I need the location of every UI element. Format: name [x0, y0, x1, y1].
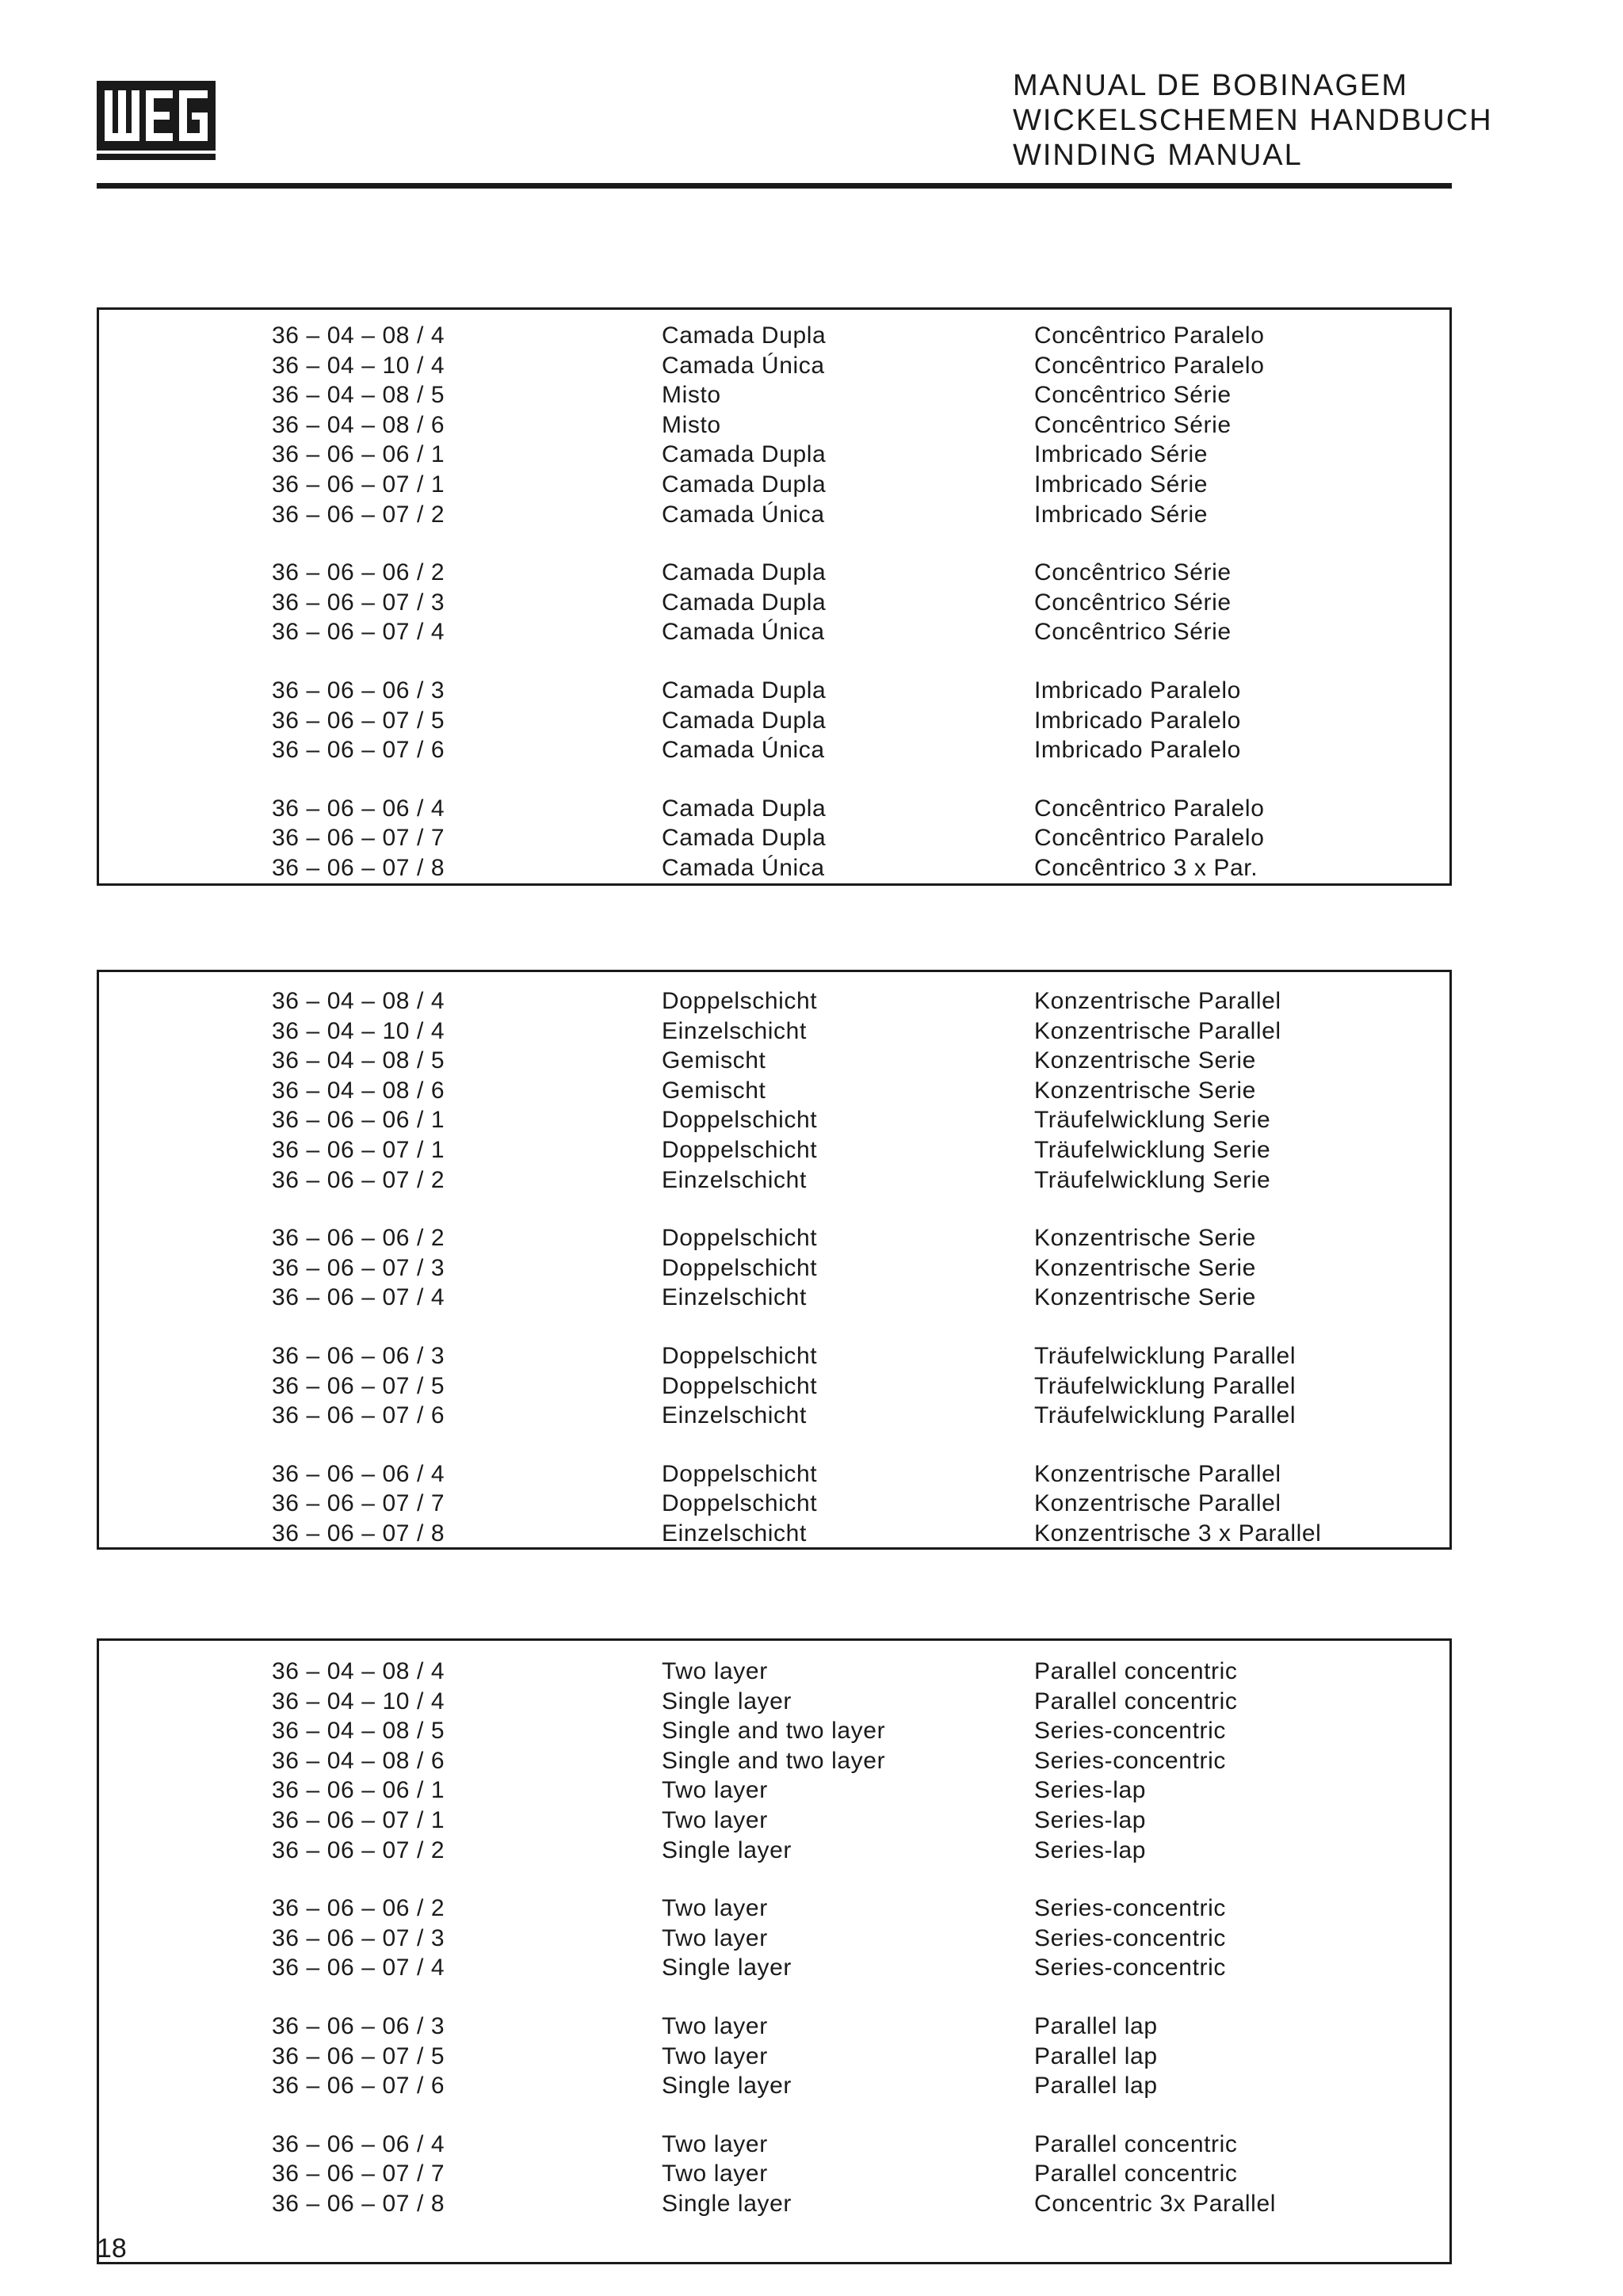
- winding-code: 36 – 06 – 07 / 2: [272, 1836, 445, 1863]
- layer-type: Two layer: [662, 1777, 768, 1804]
- layer-type: Gemischt: [662, 1047, 766, 1074]
- winding-type: Series-concentric: [1034, 1924, 1226, 1951]
- layer-type: Camada Única: [662, 352, 825, 379]
- winding-type: Träufelwicklung Serie: [1034, 1137, 1271, 1163]
- winding-code: 36 – 06 – 07 / 1: [272, 1807, 445, 1833]
- winding-code: 36 – 06 – 06 / 2: [272, 1225, 445, 1252]
- layer-type: Camada Dupla: [662, 322, 827, 349]
- winding-type: Concêntrico Paralelo: [1034, 322, 1265, 349]
- winding-type: Series-concentric: [1034, 1718, 1226, 1745]
- winding-type: Parallel lap: [1034, 2073, 1158, 2100]
- layer-type: Gemischt: [662, 1077, 766, 1104]
- winding-type: Parallel lap: [1034, 2013, 1158, 2039]
- layer-type: Einzelschicht: [662, 1402, 807, 1429]
- winding-type: Concêntrico Paralelo: [1034, 352, 1265, 379]
- winding-type: Parallel concentric: [1034, 1658, 1238, 1684]
- layer-type: Camada Dupla: [662, 825, 827, 852]
- winding-code: 36 – 06 – 07 / 7: [272, 825, 445, 852]
- layer-type: Single layer: [662, 2191, 792, 2217]
- layer-type: Two layer: [662, 2013, 768, 2039]
- winding-type: Konzentrische 3 x Parallel: [1034, 1520, 1322, 1547]
- winding-code: 36 – 06 – 06 / 4: [272, 795, 445, 822]
- weg-logo: [97, 81, 216, 160]
- winding-code: 36 – 06 – 06 / 4: [272, 1460, 445, 1487]
- winding-code: 36 – 06 – 06 / 2: [272, 559, 445, 586]
- manual-titles: [1013, 68, 1493, 173]
- winding-code: 36 – 04 – 08 / 4: [272, 1658, 445, 1684]
- layer-type: Two layer: [662, 2042, 768, 2069]
- layer-type: Camada Dupla: [662, 795, 827, 822]
- winding-type: Concêntrico Série: [1034, 589, 1232, 616]
- layer-type: Single layer: [662, 1836, 792, 1863]
- layer-type: Misto: [662, 411, 721, 438]
- winding-code: 36 – 04 – 08 / 4: [272, 988, 445, 1014]
- weg-logo-mark: [97, 81, 216, 160]
- layer-type: Camada Única: [662, 501, 825, 528]
- winding-code: 36 – 06 – 07 / 4: [272, 1284, 445, 1311]
- winding-type: Imbricado Série: [1034, 441, 1209, 468]
- layer-type: Two layer: [662, 2161, 768, 2187]
- winding-type: Series-lap: [1034, 1836, 1147, 1863]
- winding-type: Konzentrische Serie: [1034, 1254, 1256, 1281]
- winding-type: Imbricado Série: [1034, 501, 1209, 528]
- page-number: 18: [97, 2233, 127, 2264]
- title-pt: MANUAL DE BOBINAGEM: [1013, 69, 1409, 102]
- layer-type: Single and two layer: [662, 1747, 886, 1774]
- winding-type: Concêntrico Paralelo: [1034, 795, 1265, 822]
- layer-type: Doppelschicht: [662, 1490, 818, 1517]
- winding-code: 36 – 06 – 07 / 1: [272, 471, 445, 498]
- winding-type: Parallel concentric: [1034, 2161, 1238, 2187]
- winding-type: Series-lap: [1034, 1777, 1147, 1804]
- winding-type: Konzentrische Serie: [1034, 1284, 1256, 1311]
- layer-type: Two layer: [662, 2130, 768, 2157]
- winding-code: 36 – 06 – 07 / 5: [272, 1372, 445, 1399]
- winding-code: 36 – 06 – 07 / 8: [272, 855, 445, 881]
- layer-type: Doppelschicht: [662, 1107, 818, 1134]
- layer-type: Einzelschicht: [662, 1017, 807, 1044]
- winding-code: 36 – 06 – 07 / 6: [272, 737, 445, 764]
- winding-table-english: [97, 1638, 1452, 2264]
- title-en: WINDING MANUAL: [1013, 139, 1303, 172]
- winding-code: 36 – 06 – 07 / 3: [272, 589, 445, 616]
- layer-type: Camada Dupla: [662, 707, 827, 734]
- winding-code: 36 – 04 – 08 / 4: [272, 322, 445, 349]
- winding-type: Concêntrico 3 x Par.: [1034, 855, 1258, 881]
- winding-type: Imbricado Paralelo: [1034, 737, 1241, 764]
- winding-type: Concentric 3x Parallel: [1034, 2191, 1276, 2217]
- winding-code: 36 – 06 – 06 / 3: [272, 1343, 445, 1369]
- layer-type: Single and two layer: [662, 1718, 886, 1745]
- winding-code: 36 – 06 – 07 / 1: [272, 1137, 445, 1163]
- winding-type: Konzentrische Parallel: [1034, 1017, 1281, 1044]
- layer-type: Camada Dupla: [662, 589, 827, 616]
- layer-type: Misto: [662, 382, 721, 409]
- title-de: WICKELSCHEMEN HANDBUCH: [1013, 104, 1493, 137]
- winding-code: 36 – 06 – 06 / 4: [272, 2130, 445, 2157]
- winding-code: 36 – 06 – 07 / 7: [272, 1490, 445, 1517]
- layer-type: Two layer: [662, 1658, 768, 1684]
- layer-type: Two layer: [662, 1895, 768, 1922]
- winding-type: Series-concentric: [1034, 1895, 1226, 1922]
- winding-code: 36 – 06 – 07 / 2: [272, 501, 445, 528]
- winding-type: Träufelwicklung Serie: [1034, 1107, 1271, 1134]
- winding-table-german: [97, 970, 1452, 1550]
- winding-code: 36 – 06 – 06 / 2: [272, 1895, 445, 1922]
- layer-type: Einzelschicht: [662, 1520, 807, 1547]
- layer-type: Doppelschicht: [662, 1460, 818, 1487]
- header-rule: [97, 183, 1452, 189]
- winding-type: Parallel lap: [1034, 2042, 1158, 2069]
- winding-code: 36 – 06 – 07 / 6: [272, 1402, 445, 1429]
- layer-type: Single layer: [662, 1955, 792, 1981]
- layer-type: Doppelschicht: [662, 1343, 818, 1369]
- winding-type: Parallel concentric: [1034, 1688, 1238, 1714]
- winding-code: 36 – 06 – 07 / 3: [272, 1254, 445, 1281]
- winding-code: 36 – 06 – 07 / 5: [272, 2042, 445, 2069]
- winding-code: 36 – 04 – 08 / 5: [272, 1718, 445, 1745]
- layer-type: Doppelschicht: [662, 1254, 818, 1281]
- winding-type: Konzentrische Serie: [1034, 1047, 1256, 1074]
- layer-type: Camada Única: [662, 855, 825, 881]
- layer-type: Camada Dupla: [662, 441, 827, 468]
- winding-code: 36 – 04 – 08 / 5: [272, 1047, 445, 1074]
- winding-code: 36 – 06 – 07 / 6: [272, 2073, 445, 2100]
- layer-type: Camada Dupla: [662, 471, 827, 498]
- layer-type: Single layer: [662, 1688, 792, 1714]
- layer-type: Einzelschicht: [662, 1166, 807, 1193]
- winding-code: 36 – 06 – 06 / 1: [272, 1777, 445, 1804]
- winding-type: Träufelwicklung Parallel: [1034, 1402, 1296, 1429]
- winding-type: Concêntrico Série: [1034, 382, 1232, 409]
- winding-code: 36 – 06 – 07 / 4: [272, 1955, 445, 1981]
- winding-type: Series-concentric: [1034, 1747, 1226, 1774]
- winding-code: 36 – 04 – 08 / 5: [272, 382, 445, 409]
- layer-type: Camada Única: [662, 619, 825, 646]
- winding-type: Concêntrico Série: [1034, 411, 1232, 438]
- layer-type: Camada Única: [662, 737, 825, 764]
- layer-type: Doppelschicht: [662, 988, 818, 1014]
- winding-type: Concêntrico Série: [1034, 619, 1232, 646]
- winding-type: Imbricado Paralelo: [1034, 707, 1241, 734]
- winding-code: 36 – 04 – 10 / 4: [272, 352, 445, 379]
- winding-type: Konzentrische Parallel: [1034, 1490, 1281, 1517]
- winding-code: 36 – 06 – 07 / 3: [272, 1924, 445, 1951]
- winding-code: 36 – 04 – 10 / 4: [272, 1688, 445, 1714]
- winding-type: Konzentrische Parallel: [1034, 988, 1281, 1014]
- winding-type: Träufelwicklung Serie: [1034, 1166, 1271, 1193]
- winding-code: 36 – 04 – 08 / 6: [272, 1747, 445, 1774]
- layer-type: Single layer: [662, 2073, 792, 2100]
- layer-type: Doppelschicht: [662, 1225, 818, 1252]
- layer-type: Camada Dupla: [662, 677, 827, 704]
- winding-code: 36 – 06 – 06 / 1: [272, 1107, 445, 1134]
- winding-code: 36 – 06 – 07 / 8: [272, 1520, 445, 1547]
- layer-type: Camada Dupla: [662, 559, 827, 586]
- winding-code: 36 – 04 – 08 / 6: [272, 1077, 445, 1104]
- winding-type: Konzentrische Parallel: [1034, 1460, 1281, 1487]
- layer-type: Doppelschicht: [662, 1372, 818, 1399]
- winding-code: 36 – 04 – 10 / 4: [272, 1017, 445, 1044]
- layer-type: Doppelschicht: [662, 1137, 818, 1163]
- layer-type: Two layer: [662, 1924, 768, 1951]
- winding-type: Series-lap: [1034, 1807, 1147, 1833]
- winding-type: Konzentrische Serie: [1034, 1077, 1256, 1104]
- winding-code: 36 – 06 – 07 / 2: [272, 1166, 445, 1193]
- winding-code: 36 – 06 – 07 / 4: [272, 619, 445, 646]
- winding-type: Concêntrico Série: [1034, 559, 1232, 586]
- winding-code: 36 – 06 – 06 / 3: [272, 677, 445, 704]
- winding-table-portuguese: [97, 307, 1452, 886]
- winding-code: 36 – 06 – 07 / 8: [272, 2191, 445, 2217]
- winding-code: 36 – 06 – 07 / 5: [272, 707, 445, 734]
- winding-code: 36 – 06 – 06 / 1: [272, 441, 445, 468]
- layer-type: Two layer: [662, 1807, 768, 1833]
- winding-type: Series-concentric: [1034, 1955, 1226, 1981]
- winding-type: Imbricado Paralelo: [1034, 677, 1241, 704]
- winding-type: Konzentrische Serie: [1034, 1225, 1256, 1252]
- winding-type: Träufelwicklung Parallel: [1034, 1372, 1296, 1399]
- winding-code: 36 – 06 – 07 / 7: [272, 2161, 445, 2187]
- layer-type: Einzelschicht: [662, 1284, 807, 1311]
- winding-code: 36 – 04 – 08 / 6: [272, 411, 445, 438]
- winding-code: 36 – 06 – 06 / 3: [272, 2013, 445, 2039]
- winding-type: Träufelwicklung Parallel: [1034, 1343, 1296, 1369]
- winding-type: Parallel concentric: [1034, 2130, 1238, 2157]
- winding-type: Imbricado Série: [1034, 471, 1209, 498]
- winding-type: Concêntrico Paralelo: [1034, 825, 1265, 852]
